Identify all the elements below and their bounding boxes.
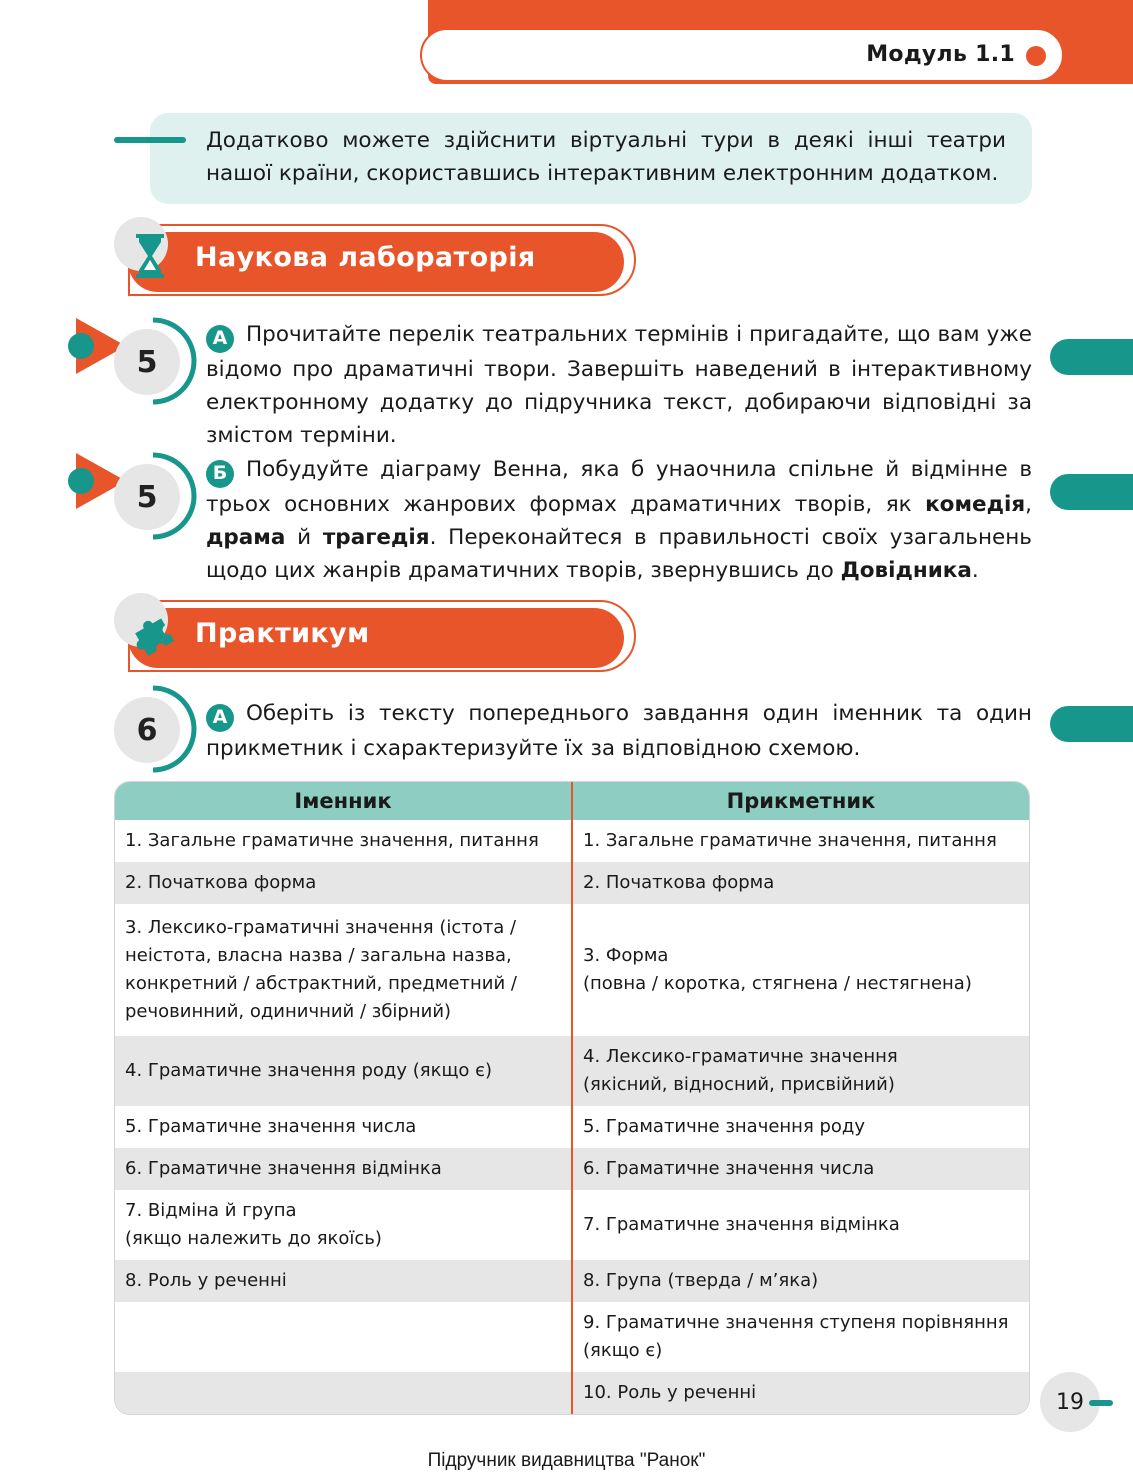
adjective-cell: 10. Роль у реченні [572,1372,1029,1414]
table-row [115,1036,1029,1106]
term-reference: Довідника [840,557,972,583]
hourglass-icon [130,232,170,280]
noun-cell: 1. Загальне граматичне значення, питання [115,820,572,862]
term-tragedy: трагедія [322,524,430,550]
puzzle-icon [128,610,180,658]
noun-cell [115,1302,572,1372]
table-row [115,904,1029,1036]
noun-cell: 5. Граматичне значення числа [115,1106,572,1148]
section-practice-title: Практикум [195,618,370,649]
noun-cell: 3. Лексико-граматичні значення (істота / неістота, власна назва / загальна назва, конкретний / абстрактний, предметний / речовинний, одиничний / збірний) [115,904,572,1036]
table-row [115,1106,1029,1148]
page-number-dash [1089,1400,1113,1406]
module-label: Модуль 1.1 [866,42,1015,67]
table-row [115,862,1029,904]
task-letter-badge: А [206,704,234,732]
noun-cell: 2. Початкова форма [115,862,572,904]
side-tab [1050,339,1133,375]
adjective-cell: 4. Лексико-граматичне значення (якісний, відносний, присвійний) [572,1036,1029,1106]
publisher-credit: Підручник видавництва "Ранок" [427,1450,706,1471]
adjective-cell: 2. Початкова форма [572,862,1029,904]
adjective-cell: 8. Група (тверда / м’яка) [572,1260,1029,1302]
table-row [115,1302,1029,1372]
side-tab [1050,706,1133,742]
noun-cell: 8. Роль у реченні [115,1260,572,1302]
page-number: 19 [1040,1372,1100,1432]
table-row [115,1190,1029,1260]
task-letter-badge: А [206,325,234,353]
noun-cell: 7. Відміна й група (якщо належить до якоїсь) [115,1190,572,1260]
table-row [115,1148,1029,1190]
task-5b-part: Побудуйте діаграму Венна, яка б унаочнила спільне й відмінне в трьох основних жанрових формах драматичних творів, як [206,457,1032,517]
side-tab [1050,474,1133,510]
comparison-table [114,781,1030,1415]
adjective-cell: 7. Граматичне значення відмінка [583,1214,900,1235]
task-5b-part: й [285,524,323,550]
task-5a-body: Прочитайте перелік театральних термінів і пригадайте, що вам уже відомо про драматичні твори. Завершіть наведений в інтерактивному електронному додатку до підручника текст, добираючи відповідні за змістом терміни. [206,322,1032,448]
task-5b-part: . Переконайтеся в правильності своїх узагальнень щодо цих жанрів драматичних творів, звернувшись до [206,524,1032,583]
module-dot [1026,46,1046,66]
task-number: 6 [114,697,180,763]
term-drama: драма [206,524,286,550]
task-number: 5 [114,329,180,395]
adjective-cell: 3. Форма (повна / коротка, стягнена / нестягнена) [583,945,972,994]
task-5b-part: , [1025,491,1032,517]
adjective-cell: 1. Загальне граматичне значення, питання [583,830,997,851]
table-row [115,1260,1029,1302]
term-comedy: комедія [925,491,1026,517]
info-text: Додатково можете здійснити віртуальні тури в деякі інші театри нашої країни, скориставшись інтерактивним електронним додатком. [206,128,1006,186]
table-row [115,1372,1029,1414]
adjective-cell: 5. Граматичне значення роду [583,1116,866,1137]
noun-cell: 6. Граматичне значення відмінка [115,1148,572,1190]
task-5b-text [206,453,1032,587]
adjective-cell: 6. Граматичне значення числа [572,1148,1029,1190]
adjective-cell: 9. Граматичне значення ступеня порівняння (якщо є) [583,1312,1009,1361]
task-letter-badge: Б [206,460,234,488]
task-5b-part: . [971,557,979,583]
table-row [115,820,1029,862]
table-header-noun: Іменник [115,782,572,820]
task-5a-text [206,318,1032,452]
task-6a-text [206,697,1032,765]
task-marker-dot [68,333,94,359]
noun-cell: 4. Граматичне значення роду (якщо є) [115,1036,572,1106]
noun-cell [115,1372,572,1414]
table-header-adjective: Прикметник [572,782,1029,820]
info-marker-line [114,137,186,143]
task-marker-dot [68,468,94,494]
section-lab-title: Наукова лабораторія [195,242,536,273]
task-number: 5 [114,464,180,530]
task-6a-body: Оберіть із тексту попереднього завдання один іменник та один прикметник і схарактеризуйте їх за відповідною схемою. [206,701,1032,761]
